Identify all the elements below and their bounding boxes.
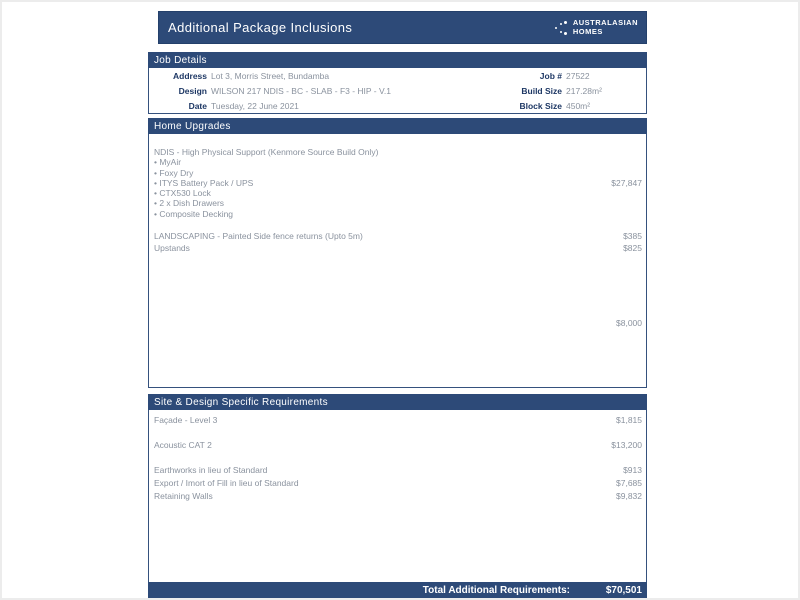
date-label: Date: [188, 101, 207, 111]
upgrade-row: [154, 157, 642, 167]
upgrade-row: [154, 230, 642, 242]
upgrade-item-amount: $8,000: [616, 318, 642, 329]
job-detail-row: [474, 69, 646, 84]
site-requirements-header: Site & Design Specific Requirements: [148, 394, 647, 410]
build-size-value: 217.28m²: [566, 86, 602, 96]
company-logo: [555, 19, 638, 36]
requirement-text: Export / Imort of Fill in lieu of Standard: [154, 478, 299, 488]
job-detail-row: [149, 99, 474, 114]
upgrade-item-text: • MyAir: [154, 157, 182, 168]
upgrade-row: [154, 147, 642, 157]
package-inclusions-document: [148, 11, 647, 598]
job-detail-row: [149, 84, 474, 99]
total-bar: [148, 582, 647, 598]
upgrade-row: [154, 242, 642, 254]
site-requirements-box: [148, 410, 647, 582]
job-detail-row: [474, 99, 646, 114]
block-size-label: Block Size: [519, 101, 562, 111]
upgrade-item-text: LANDSCAPING - Painted Side fence returns (Upto 5m): [154, 231, 363, 242]
job-detail-row: [149, 69, 474, 84]
job-details-right-column: [474, 69, 646, 113]
company-logo-text: [573, 19, 638, 36]
upgrade-row: [154, 209, 642, 219]
block-size-value: 450m²: [566, 101, 591, 111]
upgrade-row: [154, 178, 642, 188]
requirement-row: [154, 464, 642, 477]
requirement-text: Earthworks in lieu of Standard: [154, 465, 268, 475]
upgrade-item-amount: $385: [623, 231, 642, 242]
page-title: Additional Package Inclusions: [168, 20, 353, 35]
total-label: Total Additional Requirements:: [422, 584, 570, 596]
requirement-text: Façade - Level 3: [154, 415, 218, 425]
total-amount: $70,501: [605, 584, 642, 596]
requirement-row: [154, 490, 642, 503]
requirement-text: Retaining Walls: [154, 491, 213, 501]
requirement-amount: $913: [623, 465, 642, 475]
upgrade-item-text: • CTX530 Lock: [154, 188, 211, 199]
job-details-box: [148, 68, 647, 114]
requirement-amount: $13,200: [611, 440, 642, 450]
dots-cluster-icon: [555, 20, 568, 36]
requirement-row: [154, 477, 642, 490]
job-number-label: Job #: [539, 71, 562, 81]
requirement-row: [154, 439, 642, 452]
job-details-left-column: [149, 69, 474, 113]
requirement-amount: $7,685: [616, 478, 642, 488]
upgrade-item-amount: $27,847: [611, 177, 642, 188]
job-details-header: Job Details: [148, 52, 647, 68]
upgrade-item-text: • Foxy Dry: [154, 167, 194, 178]
home-upgrades-header: Home Upgrades: [148, 118, 647, 134]
job-detail-row: [474, 84, 646, 99]
upgrade-item-text: NDIS - High Physical Support (Kenmore Source Build Only): [154, 147, 379, 157]
upgrade-item-text: • Composite Decking: [154, 208, 234, 219]
address-label: Address: [172, 71, 207, 81]
upgrade-row: [154, 198, 642, 208]
requirement-row: [154, 414, 642, 427]
logo-line1: AUSTRALASIAN: [572, 18, 638, 27]
document-title-bar: [158, 11, 647, 44]
upgrade-row: [154, 168, 642, 178]
upgrade-row: [154, 188, 642, 198]
upgrade-item-text: • 2 x Dish Drawers: [154, 198, 225, 209]
job-number-value: 27522: [566, 71, 590, 81]
design-label: Design: [178, 86, 207, 96]
logo-line2: HOMES: [572, 26, 603, 36]
upgrade-row: [154, 317, 642, 329]
date-value: Tuesday, 22 June 2021: [211, 101, 299, 111]
requirement-amount: $9,832: [616, 491, 642, 501]
home-upgrades-box: [148, 134, 647, 388]
design-value: WILSON 217 NDIS - BC - SLAB - F3 - HIP - V.1: [211, 86, 391, 96]
build-size-label: Build Size: [521, 86, 562, 96]
requirement-amount: $1,815: [616, 415, 642, 425]
address-value: Lot 3, Morris Street, Bundamba: [211, 71, 330, 81]
requirement-text: Acoustic CAT 2: [154, 440, 212, 450]
upgrade-item-amount: $825: [623, 243, 642, 254]
upgrade-item-text: Upstands: [154, 243, 190, 254]
upgrade-item-text: • ITYS Battery Pack / UPS: [154, 177, 254, 188]
